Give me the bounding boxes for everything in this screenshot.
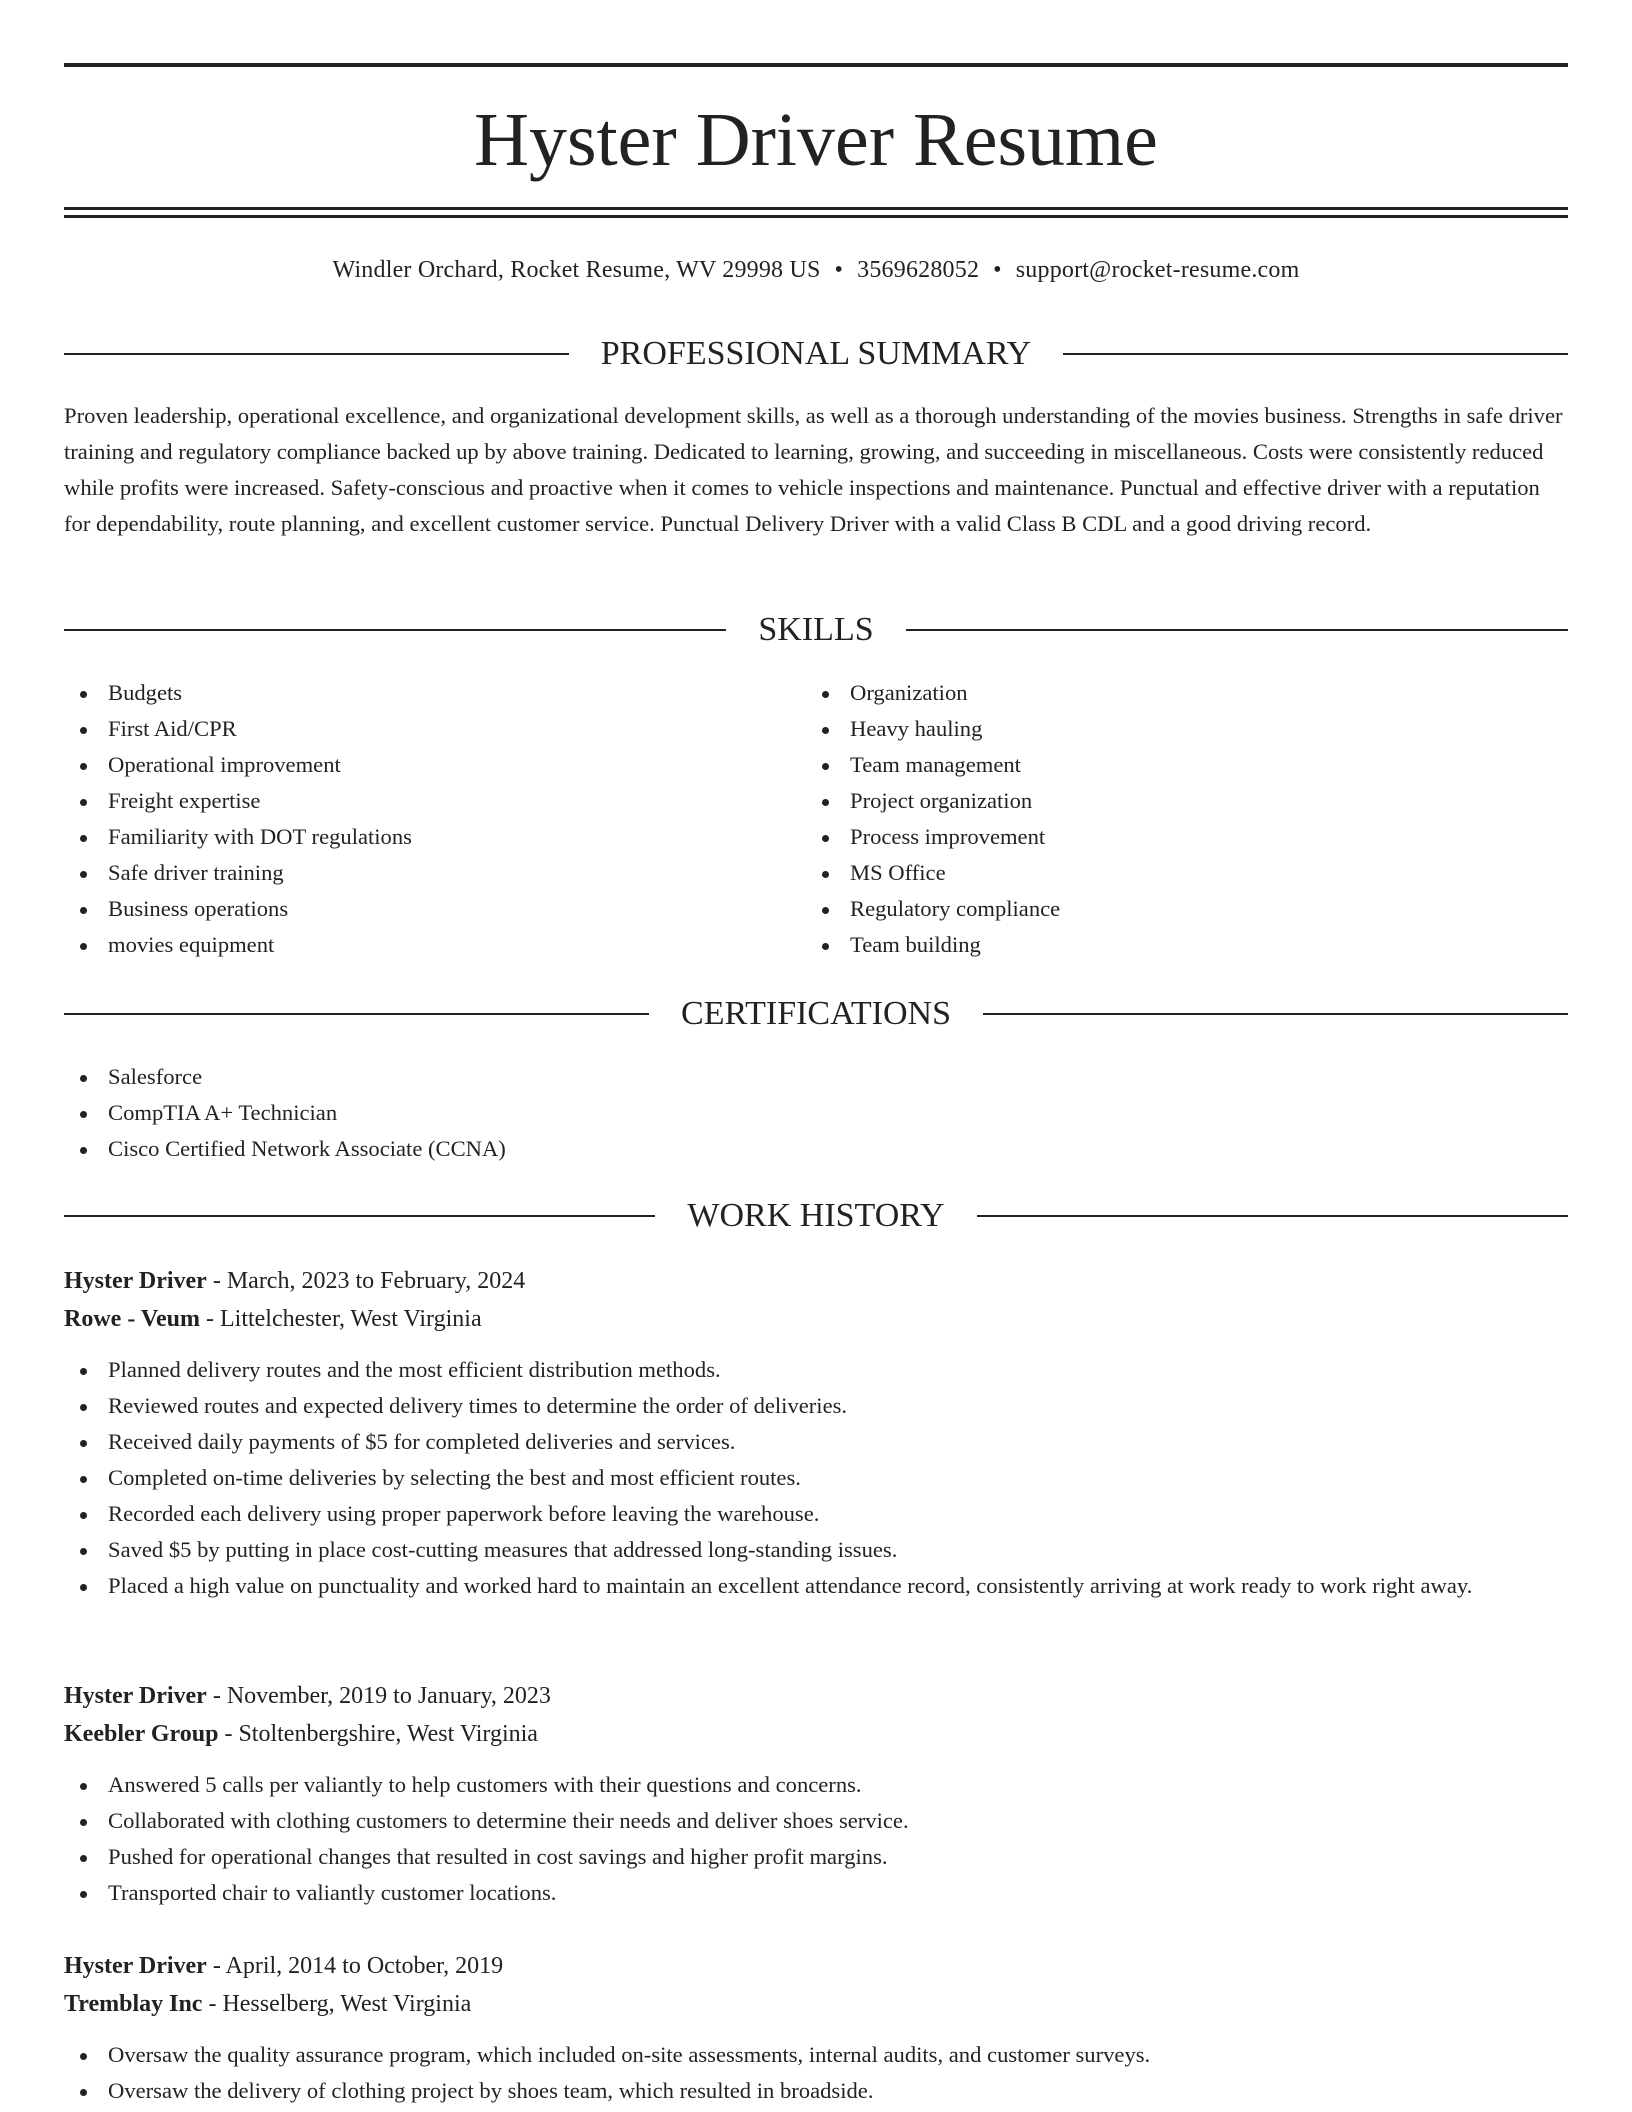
heading-rule <box>64 1013 649 1015</box>
skill-item: Team management <box>806 747 1566 783</box>
section-heading-skills <box>64 610 1568 650</box>
job-title: Hyster Driver <box>64 1683 207 1709</box>
title-rule-upper <box>64 207 1568 210</box>
job-company: Keebler Group <box>64 1721 219 1747</box>
job-location: - Littelchester, West Virginia <box>200 1306 482 1332</box>
job-dates: - April, 2014 to October, 2019 <box>206 1953 504 1979</box>
section-heading-summary <box>64 334 1568 374</box>
skills-list-left <box>64 675 804 963</box>
heading-rule <box>1063 353 1568 355</box>
skill-item: Business operations <box>64 891 804 927</box>
certification-item: Salesforce <box>64 1059 1568 1095</box>
heading-rule <box>64 353 569 355</box>
job-company-line <box>64 1300 1568 1338</box>
job-bullet: Oversaw the quality assurance program, which included on-site assessments, internal audits, and customer surveys. <box>64 2037 1568 2073</box>
job-bullet: Saved $5 by putting in place cost-cutting measures that addressed long-standing issues. <box>64 1532 1568 1568</box>
skill-item: First Aid/CPR <box>64 711 804 747</box>
job-company-line <box>64 1715 1568 1753</box>
contact-separator: • <box>834 257 844 283</box>
skill-item: Familiarity with DOT regulations <box>64 819 804 855</box>
section-heading-certifications <box>64 994 1568 1034</box>
job-bullet: Placed a high value on punctuality and worked hard to maintain an excellent attendance record, consistently arriving at work ready to work right away. <box>64 1568 1568 1604</box>
job-company: Rowe - Veum <box>64 1306 200 1332</box>
job-bullet: Received daily payments of $5 for completed deliveries and services. <box>64 1424 1568 1460</box>
heading-rule <box>906 629 1568 631</box>
job-bullet: Collaborated with clothing customers to determine their needs and deliver shoes service. <box>64 1803 1568 1839</box>
job-bullet: Pushed for operational changes that resulted in cost savings and higher profit margins. <box>64 1839 1568 1875</box>
job-location: - Hesselberg, West Virginia <box>202 1991 472 2017</box>
job-entry <box>64 1677 1568 1911</box>
job-title: Hyster Driver <box>64 1268 207 1294</box>
job-title-line <box>64 1677 1568 1715</box>
job-company: Tremblay Inc <box>64 1991 203 2017</box>
job-entry <box>64 1262 1568 1604</box>
job-bullet: Planned delivery routes and the most efficient distribution methods. <box>64 1352 1568 1388</box>
job-bullet: Recorded each delivery using proper paperwork before leaving the warehouse. <box>64 1496 1568 1532</box>
summary-paragraph: Proven leadership, operational excellence, and organizational development skills, as well as a thorough understanding of the movies business. Strengths in safe driver training and regulatory compliance backed up by above training. Dedicated to learning, growing, and succeeding in miscellaneous. Costs were consistently reduced while profits were increased. Safety-conscious and proactive when it comes to vehicle inspections and maintenance. Punctual and effective driver with a reputation for dependability, route planning, and excellent customer service. Punctual Delivery Driver with a valid Class B CDL and a good driving record. <box>64 403 1563 536</box>
job-location: - Stoltenbergshire, West Virginia <box>218 1721 538 1747</box>
skill-item: Operational improvement <box>64 747 804 783</box>
heading-rule <box>977 1215 1568 1217</box>
skill-item: Team building <box>806 927 1566 963</box>
job-bullet: Answered 5 calls per valiantly to help customers with their questions and concerns. <box>64 1767 1568 1803</box>
top-rule <box>64 63 1568 67</box>
section-title: CERTIFICATIONS <box>681 995 951 1032</box>
job-bullet: Completed on-time deliveries by selecting the best and most efficient routes. <box>64 1460 1568 1496</box>
section-title: SKILLS <box>758 611 874 648</box>
section-title: WORK HISTORY <box>687 1197 945 1234</box>
job-bullet: Oversaw the delivery of clothing project by shoes team, which resulted in broadside. <box>64 2073 1568 2109</box>
certification-item: Cisco Certified Network Associate (CCNA) <box>64 1131 1568 1167</box>
section-heading-work-history <box>64 1196 1568 1236</box>
job-title-line <box>64 1262 1568 1300</box>
contact-separator: • <box>993 257 1002 283</box>
job-dates: - March, 2023 to February, 2024 <box>206 1268 526 1294</box>
heading-rule <box>983 1013 1568 1015</box>
skills-list-right <box>806 675 1566 963</box>
section-title: PROFESSIONAL SUMMARY <box>600 335 1032 372</box>
skill-item: Process improvement <box>806 819 1566 855</box>
skill-item: Safe driver training <box>64 855 804 891</box>
job-dates: - November, 2019 to January, 2023 <box>206 1683 551 1709</box>
job-bullets <box>64 1352 1568 1604</box>
contact-line <box>64 254 1568 286</box>
job-bullets <box>64 2037 1568 2109</box>
contact-phone: 3569628052 <box>857 257 980 283</box>
skill-item: Heavy hauling <box>806 711 1566 747</box>
certifications-list <box>64 1059 1568 1167</box>
skill-item: movies equipment <box>64 927 804 963</box>
heading-rule <box>64 1215 655 1217</box>
heading-rule <box>64 629 726 631</box>
skill-item: Organization <box>806 675 1566 711</box>
job-bullet: Transported chair to valiantly customer locations. <box>64 1875 1568 1911</box>
contact-address: Windler Orchard, Rocket Resume, WV 29998 US <box>332 257 821 283</box>
resume-title: Hyster Driver Resume <box>474 98 1158 182</box>
title-rule-lower <box>64 215 1568 218</box>
skill-item: Freight expertise <box>64 783 804 819</box>
skill-item: Regulatory compliance <box>806 891 1566 927</box>
skill-item: Project organization <box>806 783 1566 819</box>
job-title-line <box>64 1947 1568 1985</box>
job-bullet: Reviewed routes and expected delivery times to determine the order of deliveries. <box>64 1388 1568 1424</box>
job-company-line <box>64 1985 1568 2023</box>
job-entry <box>64 1947 1568 2109</box>
skill-item: Budgets <box>64 675 804 711</box>
certification-item: CompTIA A+ Technician <box>64 1095 1568 1131</box>
contact-email[interactable]: support@rocket-resume.com <box>1015 257 1300 283</box>
job-title: Hyster Driver <box>64 1953 207 1979</box>
skill-item: MS Office <box>806 855 1566 891</box>
job-bullets <box>64 1767 1568 1911</box>
